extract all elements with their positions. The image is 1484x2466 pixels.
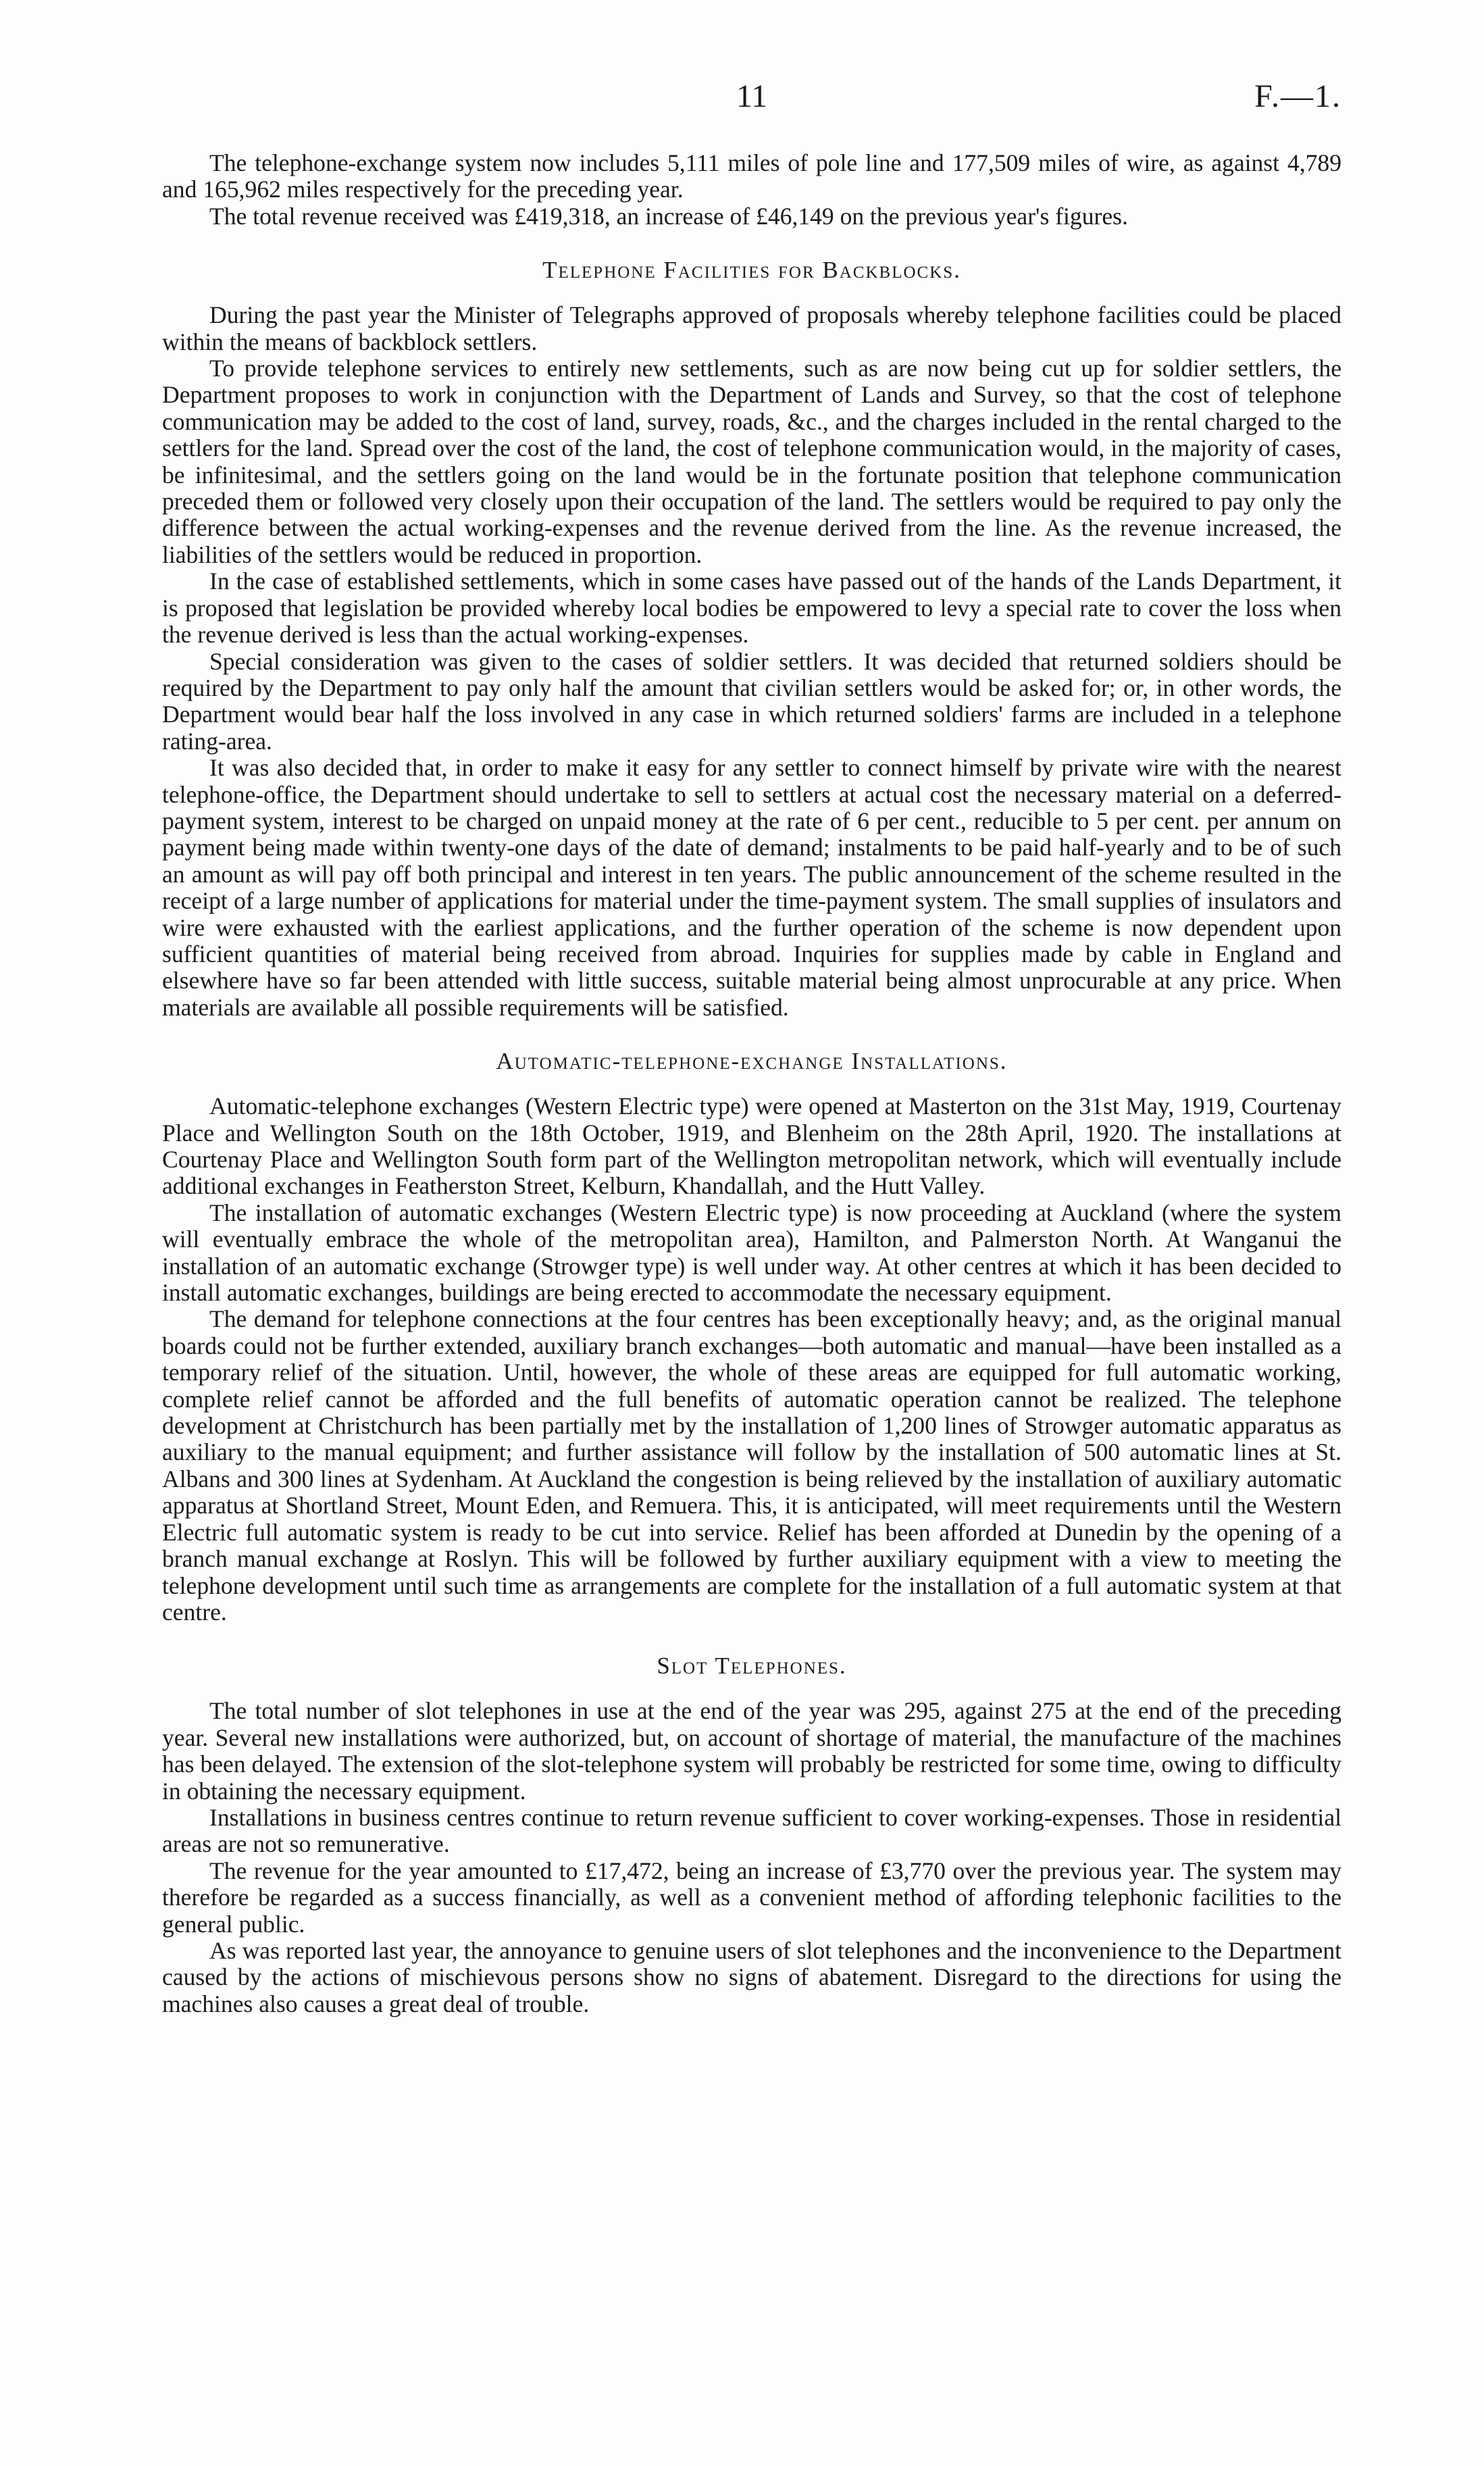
paragraph: The installation of automatic exchanges (Western Electric type) is now proceeding at Auckland (where the system will eventually embrace the whole of the metropolitan area), Hamilton, and Palmerston North. At Wanganui the installation of an automatic exchange (Strowger type) is well under way. At other centres at which it has been decided to install automatic exchanges, buildings are being erected to accommodate the necessary equipment. [162,1199,1341,1307]
paragraph: In the case of established settlements, which in some cases have passed out of the hands of the Lands Department, it is proposed that legislation be provided whereby local bodies be empowered to levy a special rate to cover the loss when the revenue derived is less than the actual working-expenses. [162,568,1341,649]
paragraph: The demand for telephone connections at the four centres has been exceptionally heavy; and, as the original manual boards could not be further extended, auxiliary branch exchanges—both automatic and manual—have been installed as a temporary relief of the situation. Until, however, the whole of these areas are equipped for full automatic working, complete relief cannot be afforded and the full benefits of automatic operation cannot be realized. The telephone development at Christchurch has been partially met by the installation of 1,200 lines of Strowger automatic apparatus as auxiliary to the manual equipment; and further assistance will follow by the installation of 500 automatic lines at St. Albans and 300 lines at Sydenham. At Auckland the congestion is being relieved by the installation of auxiliary automatic apparatus at Shortland Street, Mount Eden, and Remuera. This, it is anticipated, will meet requirements until the Western Electric full automatic system is ready to be cut into service. Relief has been afforded at Dunedin by the opening of a branch manual exchange at Roslyn. This will be followed by further auxiliary equipment with a view to meeting the telephone development until such time as arrangements are complete for the installation of a full automatic system at that centre. [162,1305,1341,1626]
section-heading-slot-telephones: Slot Telephones. [657,1653,847,1680]
paragraph: The telephone-exchange system now includes 5,111 miles of pole line and 177,509 miles of wire, as against 4,789 and 165,962 miles respectively for the preceding year. [162,149,1341,203]
paragraph: As was reported last year, the annoyance to genuine users of slot telephones and the inconvenience to the Department caused by the actions of mischievous persons show no signs of abatement. Disregard to the directions for using the machines also causes a great deal of trouble. [162,1936,1341,2017]
paragraph: The revenue for the year amounted to £17,472, being an increase of £3,770 over the previous year. The system may therefore be regarded as a success financially, as well as a convenient method of affording telephonic facilities to the general public. [162,1857,1341,1938]
document-reference: F.—1. [1254,78,1341,114]
section-heading-backblocks: Telephone Facilities for Backblocks. [542,257,961,284]
page-header [162,71,1341,125]
page-number: 11 [736,78,768,114]
paragraph: To provide telephone services to entirely new settlements, such as are now being cut up for soldier settlers, the Department proposes to work in conjunction with the Department of Lands and Survey, so that the cost of telephone communication may be added to the cost of land, survey, roads, &c., and the charges included in the rental charged to the settlers for the land. Spread over the cost of the land, the cost of telephone communication would, in the majority of cases, be infinitesimal, and the settlers going on the land would be in the fortunate position that telephone communication preceded them or followed very closely upon their occupation of the land. The settlers would be required to pay only the difference between the actual working-expenses and the revenue derived from the line. As the revenue increased, the liabilities of the settlers would be reduced in proportion. [162,355,1341,568]
paragraph: Automatic-telephone exchanges (Western Electric type) were opened at Masterton on the 31st May, 1919, Courtenay Place and Wellington South on the 18th October, 1919, and Blenheim on the 28th April, 1920. The installations at Courtenay Place and Wellington South form part of the Wellington metropolitan network, which will eventually include additional exchanges in Featherston Street, Kelburn, Khandallah, and the Hutt Valley. [162,1092,1341,1200]
paragraph: It was also decided that, in order to make it easy for any settler to connect himself by private wire with the nearest telephone-office, the Department should undertake to sell to settlers at actual cost the necessary material on a deferred-payment system, interest to be charged on unpaid money at the rate of 6 per cent., reducible to 5 per cent. per annum on payment being made within twenty-one days of the date of demand; instalments to be paid half-yearly and to be of such an amount as will pay off both principal and interest in ten years. The public announcement of the scheme resulted in the receipt of a large number of applications for material under the time-payment system. The small supplies of insulators and wire were exhausted with the earliest applications, and the further operation of the scheme is now dependent upon sufficient quantities of material being received from abroad. Inquiries for supplies made by cable in England and elsewhere have so far been attended with little success, suitable material being almost unprocurable at any price. When materials are available all possible requirements will be satisfied. [162,754,1341,1021]
paragraph: Special consideration was given to the cases of soldier settlers. It was decided that returned soldiers should be required by the Department to pay only half the amount that civilian settlers would be asked for; or, in other words, the Department would bear half the loss involved in any case in which returned soldiers' farms are included in a telephone rating-area. [162,647,1341,755]
section-heading-automatic-exchanges: Automatic-telephone-exchange Installations. [496,1048,1008,1075]
paragraph: The total revenue received was £419,318, an increase of £46,149 on the previous year's figures. [209,202,1128,230]
paragraph: During the past year the Minister of Telegraphs approved of proposals whereby telephone facilities could be placed within the means of backblock settlers. [162,301,1341,355]
paragraph: Installations in business centres continue to return revenue sufficient to cover working-expenses. Those in residential areas are not so remunerative. [162,1803,1341,1858]
paragraph: The total number of slot telephones in use at the end of the year was 295, against 275 at the end of the preceding year. Several new installations were authorized, but, on account of shortage of material, the manufacture of the machines has been delayed. The extension of the slot-telephone system will probably be restricted for some time, owing to difficulty in obtaining the necessary equipment. [162,1697,1341,1805]
page-body [162,150,1341,2017]
